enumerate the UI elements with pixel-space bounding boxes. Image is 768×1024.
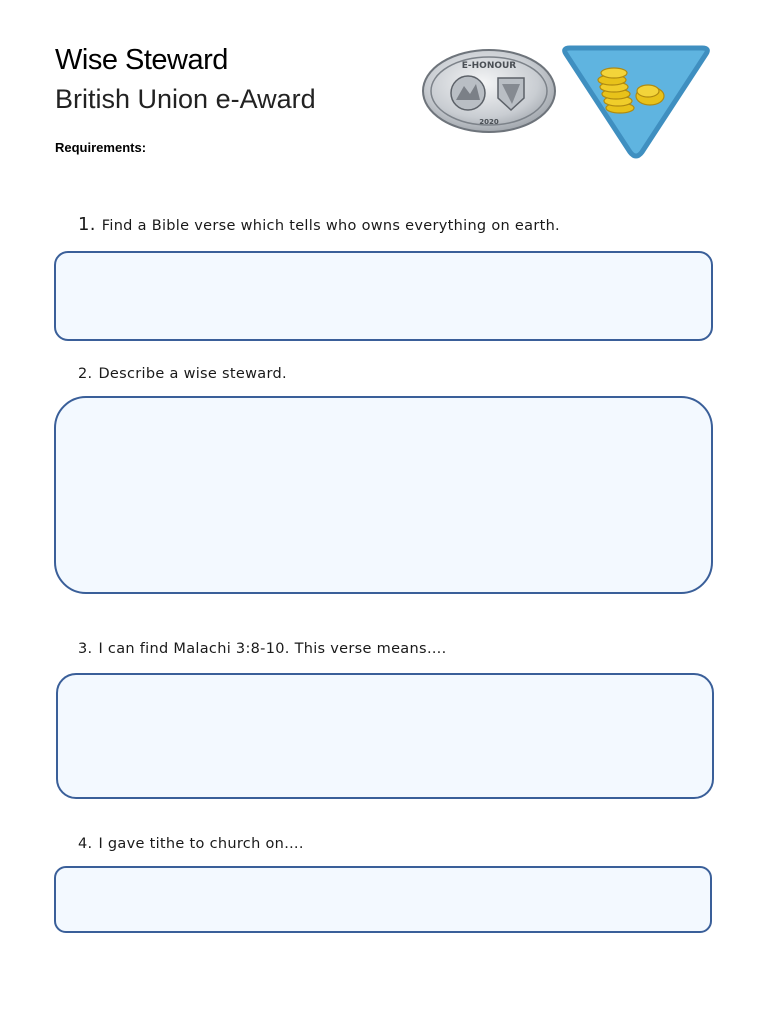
answer-box-3[interactable] [56,673,714,799]
question-number: 1. [78,214,96,235]
question-1 [78,214,560,235]
question-text: Describe a wise steward. [98,366,287,382]
gold-coins-patch-icon [558,44,714,160]
question-number: 4. [78,836,93,852]
e-honour-medal-icon [420,48,558,134]
page-subtitle: British Union e-Award [55,84,316,114]
question-number: 3. [78,641,93,657]
answer-box-2[interactable] [54,396,713,594]
page-title: Wise Steward [55,44,228,76]
question-text: I can find Malachi 3:8-10. This verse means…. [98,641,447,657]
question-4 [78,836,304,852]
answer-box-4[interactable] [54,866,712,933]
question-3 [78,641,447,657]
question-number: 2. [78,366,93,382]
medal-top-text: E-HONOUR [461,61,517,71]
question-text: I gave tithe to church on…. [98,836,304,852]
question-2 [78,366,287,382]
medal-bottom-text: 2020 [479,118,499,126]
answer-box-1[interactable] [54,251,713,341]
requirements-label: Requirements: [55,140,147,155]
question-text: Find a Bible verse which tells who owns everything on earth. [101,218,560,234]
